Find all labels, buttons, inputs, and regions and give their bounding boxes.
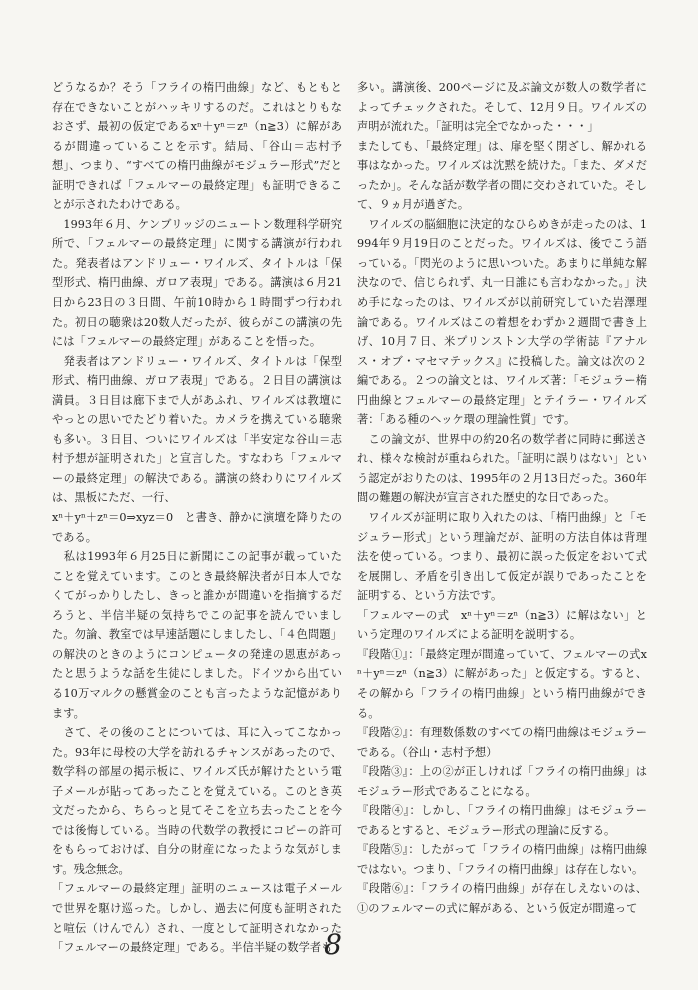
right-paragraph-2: またしても、「最終定理」は、扉を堅く閉ざし、解かれる事はなかった。ワイルズは沈黙を続けた。「また、ダメだったか」。そんな話が数学者の間に交わされていた。そして、９ヵ月が過ぎた。 <box>357 139 647 212</box>
left-paragraph-6: 「フェルマーの最終定理」証明のニュースは電子メールで世界を駆け巡った。しかし、過去に何度も証明されたと喧伝（けんでん）され、一度として証明されなかった「フェルマーの最終定理」である。半信半疑の数学者も <box>52 882 342 955</box>
right-paragraph-6: 「フェルマーの式 xⁿ＋yⁿ＝zⁿ（n≧3）に解はない」という定理のワイルズによる証明を説明する。 <box>357 608 647 642</box>
right-text-column <box>357 78 647 919</box>
proof-step-1: 『段階①』：「最終定理が間違っていて、フェルマーの式xⁿ＋yⁿ＝zⁿ（n≧3）に解があった」と仮定する。すると、その解から「フライの楕円曲線」という楕円曲線ができる。 <box>357 647 647 720</box>
right-paragraph-1: 多い。講演後、200ページに及ぶ論文が数人の数学者によってチェックされた。そして、12月９日。ワイルズの声明が流れた。「証明は完全でなかった・・・」 <box>357 81 647 134</box>
page-number: 8 <box>324 928 342 961</box>
proof-step-5: 『段階⑤』：したがって「フライの楕円曲線」は楕円曲線ではない。つまり、「フライの楕円曲線」は存在しない。 <box>357 843 647 876</box>
right-paragraph-5: ワイルズが証明に取り入れたのは、「楕円曲線」と「モジュラー形式」という理論だが、証明の方法自体は背理法を使っている。つまり、最初に誤った仮定をおいて式を展開し、矛盾を引き出して仮定が誤りであったことを証明する、という方法です。 <box>357 511 647 603</box>
proof-step-4: 『段階④』：しかし、「フライの楕円曲線」はモジュラーであるとすると、モジュラー形式の理論に反する。 <box>357 804 647 837</box>
right-paragraph-4: この論文が、世界中の約20名の数学者に同時に郵送され、様々な検討が重ねられた。「証明に誤りはない」という認定がおりたのは、1995年の２月13日だった。360年間の難題の解決が宣言された歴史的な日であった。 <box>357 432 647 505</box>
left-paragraph-5: さて、その後のことについては、耳に入ってこなかった。93年に母校の大学を訪れるチャンスがあったので、数学科の部屋の掲示板に、ワイルズ氏が解けたという電子メールが貼ってあったことを覚えている。このとき英文だったから、ちらっと見てそこを立ち去ったことを今では後悔している。当時の代数学の教授にコピーの許可をもらっておけば、自分の財産になったような気がします。残念無念。 <box>52 726 342 876</box>
left-paragraph-3: 発表者はアンドリュー・ワイルズ、タイトルは「保型形式、楕円曲線、ガロア表現」である。２日目の講演は満員。３日目は廊下まで人があふれ、ワイルズは教壇にやっとの思いでたどり着いた。カメラを携えている聴衆も多い。３日目、ついにワイルズは「半安定な谷山＝志村予想が証明された」と宣言した。すなわち「フェルマーの最終定理」の解決である。講演の終わりにワイルズは、黒板にただ、一行、 <box>52 354 342 505</box>
left-text-column <box>52 78 342 958</box>
left-paragraph-4: 私は1993年６月25日に新聞にこの記事が載っていたことを覚えています。このとき最終解決者が日本人でなくてがっかりしたし、きっと誰かが間違いを指摘するだろうと、半信半疑の気持ちでこの記事を読んでいました。勿論、教室では早速話題にしましたし、「４色問題」の解決のときのようにコンピュータの発達の恩恵があったと思うような話を生徒にしました。ドイツから出ている10万マルクの懸賞金のことも言ったような記憶があります。 <box>52 550 342 720</box>
proof-step-2: 『段階②』：有理数係数のすべての楕円曲線はモジュラーである。（谷山・志村予想） <box>357 726 647 759</box>
right-paragraph-3: ワイルズの脳細胞に決定的なひらめきが走ったのは、1994年９月19日のことだった。ワイルズは、後でこう語っている。「閃光のように思いついた。あまりに単純な解決なので、信じられず、丸一日誰にも言わなかった。」決め手になったのは、ワイルズが以前研究していた岩澤理論である。ワイルズはこの着想をわずか２週間で書き上げ、10月７日、米プリンストン大学の学術誌『アナルス・オブ・マセマテックス』に投稿した。論文は次の２編である。２つの論文とは、ワイルズ著：「モジュラー楕円曲線とフェルマーの最終定理」とテイラー・ワイルズ著：「ある種のヘッケ環の理論性質」です。 <box>357 217 647 427</box>
left-paragraph-1: どうなるか？そう「フライの楕円曲線」など、もともと存在できないことがハッキリするのだ。これはとりもなおさず、最初の仮定であるxⁿ＋yⁿ＝zⁿ（n≧3）に解があるが間違っていることを示す。結局、「谷山＝志村予想」、つまり、“すべての楕円曲線がモジュラー形式”だと証明できれば「フェルマーの最終定理」も証明できることが示されたわけである。 <box>52 81 342 212</box>
left-paragraph-2: 1993年６月、ケンブリッジのニュートン数理科学研究所で、「フェルマーの最終定理」に関する講演が行われた。発表者はアンドリュー・ワイルズ、タイトルは「保型形式、楕円曲線、ガロア表現」である。講演は６月21日から23日の３日間、午前10時から１時間ずつ行われた。初日の聴衆は20数人だったが、彼らがこの講演の先には「フェルマーの最終定理」があることを悟った。 <box>52 217 342 349</box>
proof-step-3: 『段階③』：上の②が正しければ「フライの楕円曲線」はモジュラー形式であることになる。 <box>357 765 647 798</box>
left-formula-line: xⁿ＋yⁿ＋zⁿ＝0⇒xyz＝0 と書き、静かに演壇を降りたのである。 <box>52 511 342 544</box>
proof-step-6: 『段階⑥』：「フライの楕円曲線」が存在しえないのは、①のフェルマーの式に解がある、という仮定が間違って <box>357 882 647 915</box>
